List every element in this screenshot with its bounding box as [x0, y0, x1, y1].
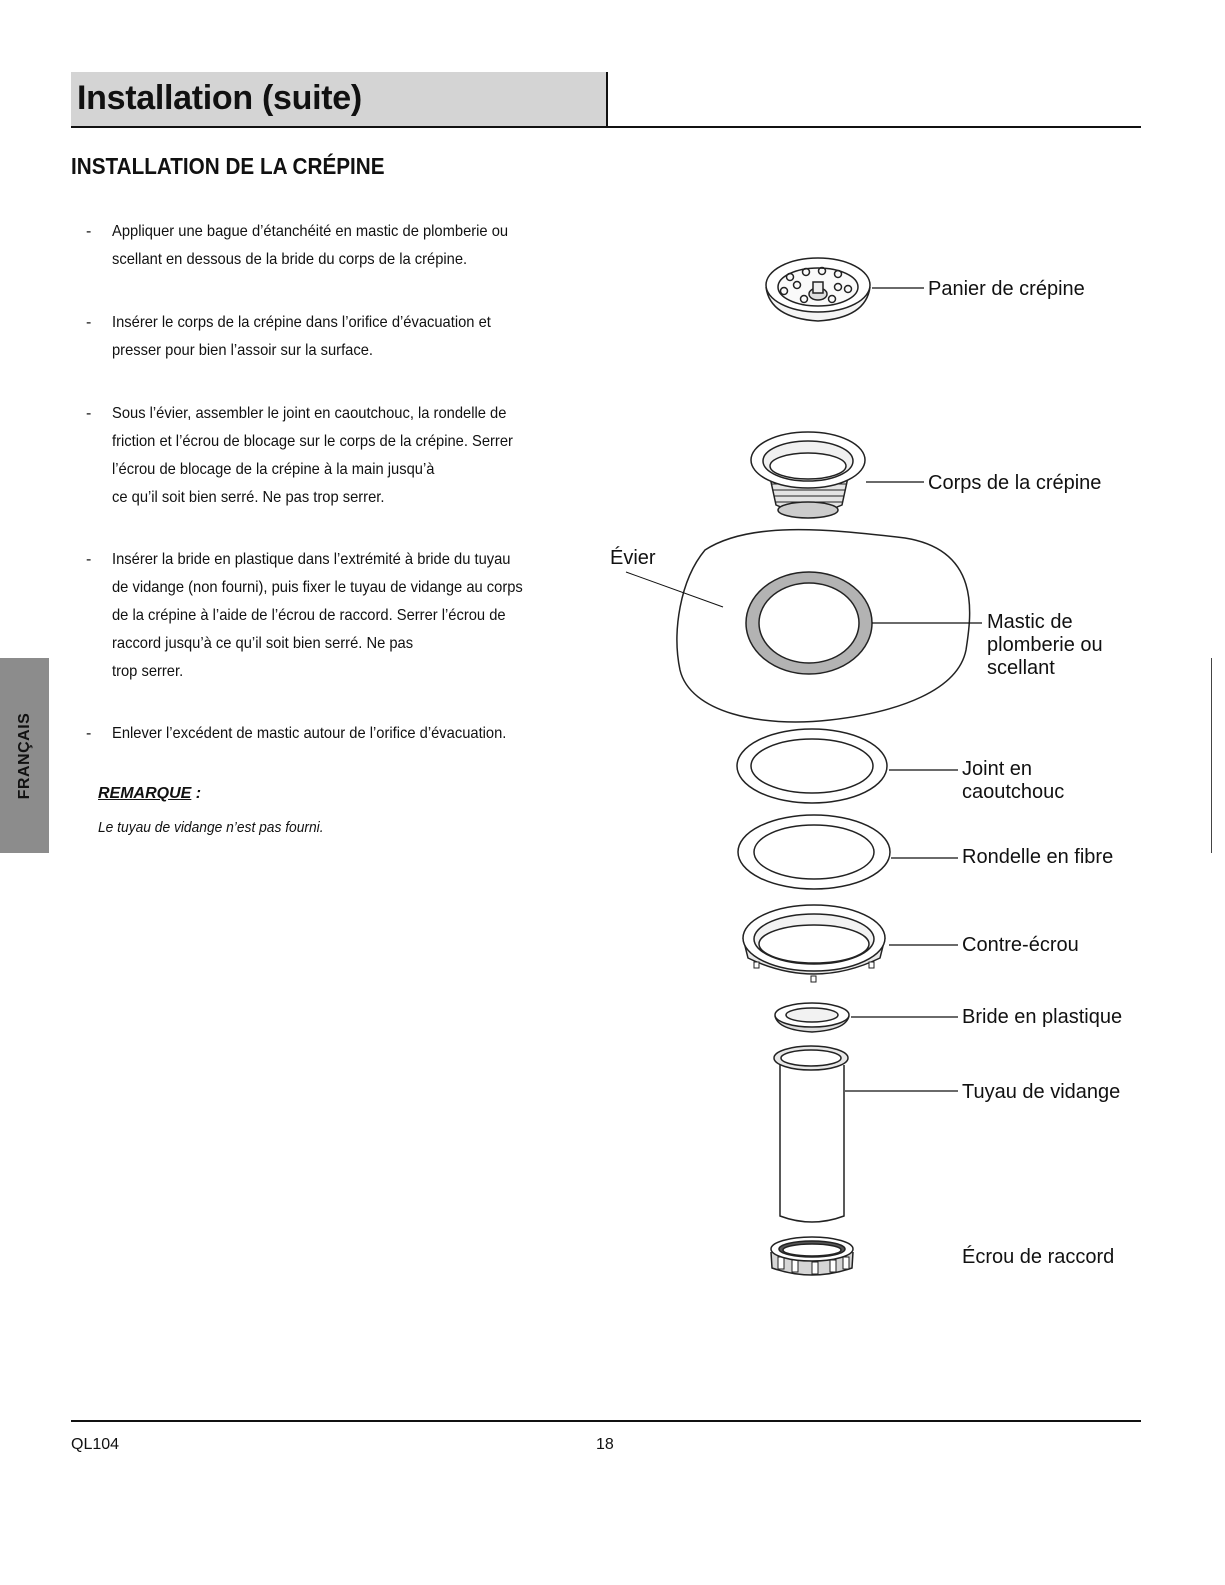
- label-plastic-flange: Bride en plastique: [962, 1006, 1123, 1028]
- fiber-washer-illustration: [738, 815, 890, 889]
- bullet-dash: -: [86, 405, 92, 422]
- sink-illustration: [677, 530, 970, 722]
- label-rubber-gasket-line2: caoutchouc: [962, 781, 1065, 803]
- strainer-body-illustration: [751, 432, 865, 518]
- instruction-text: Sous l’évier, assembler le joint en caoutchouc, la rondelle de friction et l’écrou de blocage sur le corps de la crépine. Serrer l’écrou de blocage de la crépine à la main jusqu’à ce qu’il soit bien serré. Ne pas trop serrer.: [112, 405, 513, 506]
- footer-model: QL104: [71, 1436, 120, 1453]
- instruction-text: Appliquer une bague d’étanchéité en mastic de plomberie ou scellant en dessous de la bride du corps de la crépine.: [112, 223, 509, 268]
- bullet-dash: -: [86, 725, 92, 742]
- footer-rule: [71, 1420, 1141, 1422]
- plastic-flange-illustration: [775, 1003, 849, 1032]
- note-title-label: REMARQUE: [98, 785, 192, 802]
- label-rubber-gasket-line1: Joint en: [962, 758, 1033, 780]
- bullet-dash: -: [86, 314, 92, 331]
- label-strainer-body: Corps de la crépine: [928, 472, 1102, 494]
- label-lock-nut: Contre-écrou: [962, 934, 1079, 956]
- rubber-gasket-illustration: [737, 729, 887, 803]
- page-title: Installation (suite): [77, 79, 362, 117]
- note-title-colon: :: [191, 785, 202, 802]
- bullet-dash: -: [86, 551, 92, 568]
- label-strainer-basket: Panier de crépine: [928, 278, 1085, 300]
- bullet-dash: -: [86, 223, 92, 240]
- page-number: 18: [596, 1436, 614, 1453]
- instruction-text: Enlever l’excédent de mastic autour de l’orifice d’évacuation.: [112, 725, 507, 742]
- note-text: Le tuyau de vidange n’est pas fourni.: [98, 819, 324, 836]
- section-title: INSTALLATION DE LA CRÉPINE: [71, 153, 385, 179]
- label-drain-pipe: Tuyau de vidange: [962, 1081, 1121, 1103]
- coupling-nut-illustration: [771, 1237, 853, 1275]
- label-sink: Évier: [610, 547, 656, 569]
- label-fiber-washer: Rondelle en fibre: [962, 846, 1114, 868]
- strainer-basket-illustration: [766, 258, 870, 321]
- lock-nut-illustration: [743, 905, 885, 982]
- label-plumbers-putty-line1: Mastic de: [987, 611, 1073, 633]
- instruction-text: Insérer le corps de la crépine dans l’orifice d’évacuation et presser pour bien l’assoir sur la surface.: [112, 314, 491, 359]
- language-tab-label: FRANÇAIS: [15, 712, 33, 799]
- drain-pipe-illustration: [774, 1046, 848, 1222]
- label-coupling-nut: Écrou de raccord: [962, 1246, 1115, 1268]
- instruction-text: Insérer la bride en plastique dans l’extrémité à bride du tuyau de vidange (non fourni), puis fixer le tuyau de vidange au corps de la crépine à l’aide de l’écrou de raccord. Serrer l’écrou de raccord jusqu’à ce qu’il soit bien serré. Ne pas trop serrer.: [112, 551, 523, 680]
- label-plumbers-putty-line3: scellant: [987, 657, 1055, 679]
- label-plumbers-putty-line2: plomberie ou: [987, 634, 1103, 656]
